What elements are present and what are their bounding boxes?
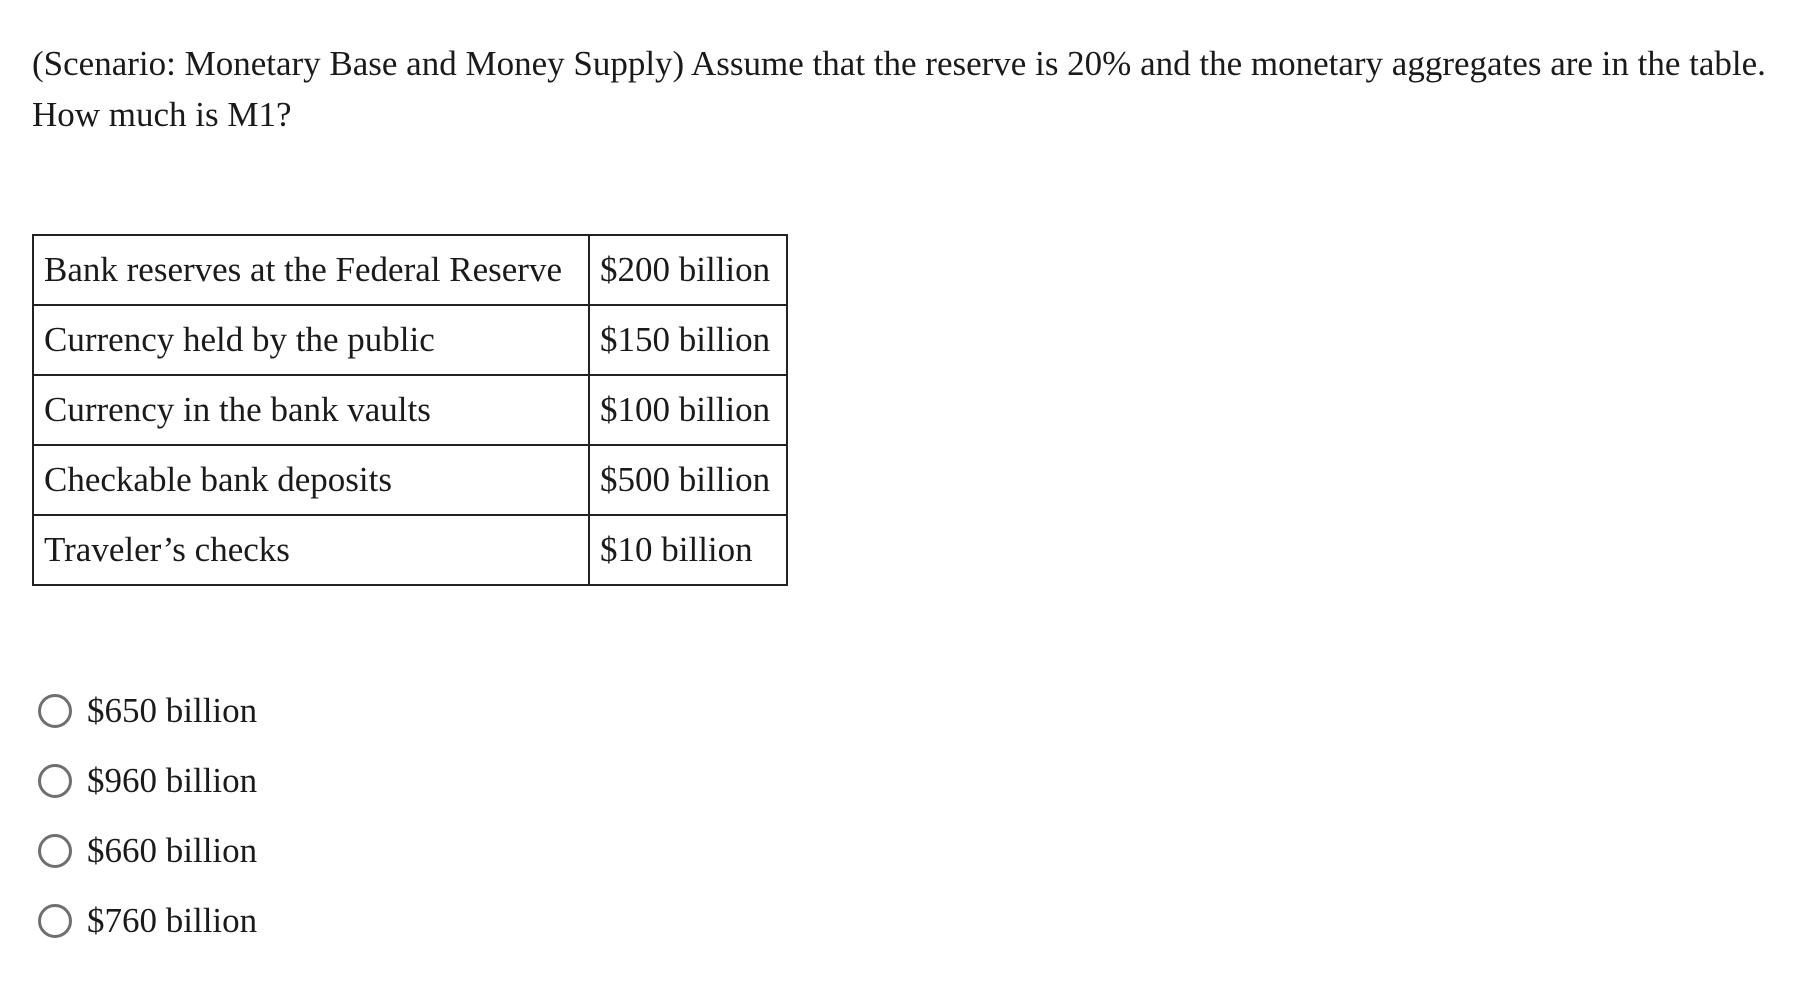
row-value: $10 billion bbox=[589, 515, 787, 585]
answer-option-2[interactable] bbox=[38, 746, 257, 816]
radio-button[interactable] bbox=[38, 904, 72, 938]
row-label: Checkable bank deposits bbox=[33, 445, 589, 515]
row-label: Currency in the bank vaults bbox=[33, 375, 589, 445]
row-label: Bank reserves at the Federal Reserve bbox=[33, 235, 589, 305]
row-label: Currency held by the public bbox=[33, 305, 589, 375]
row-value: $100 billion bbox=[589, 375, 787, 445]
table-row bbox=[33, 445, 787, 515]
radio-button[interactable] bbox=[38, 764, 72, 798]
table-row bbox=[33, 375, 787, 445]
answer-option-4[interactable] bbox=[38, 886, 257, 956]
row-value: $500 billion bbox=[589, 445, 787, 515]
row-value: $200 billion bbox=[589, 235, 787, 305]
option-label[interactable]: $760 billion bbox=[87, 901, 258, 940]
option-label[interactable]: $650 billion bbox=[87, 691, 258, 730]
radio-button[interactable] bbox=[38, 694, 72, 728]
radio-button[interactable] bbox=[38, 834, 72, 868]
row-value: $150 billion bbox=[589, 305, 787, 375]
table-row bbox=[33, 305, 787, 375]
row-label: Traveler’s checks bbox=[33, 515, 589, 585]
answer-option-1[interactable] bbox=[38, 676, 257, 746]
answer-option-3[interactable] bbox=[38, 816, 257, 886]
table-row bbox=[33, 235, 787, 305]
monetary-aggregates-table bbox=[32, 234, 788, 586]
answer-options bbox=[38, 676, 257, 956]
table-row bbox=[33, 515, 787, 585]
option-label[interactable]: $960 billion bbox=[87, 761, 258, 800]
option-label[interactable]: $660 billion bbox=[87, 831, 258, 870]
question-text: (Scenario: Monetary Base and Money Supply) Assume that the reserve is 20% and the monetary aggregates are in the table. How much is M1? bbox=[32, 44, 1766, 134]
